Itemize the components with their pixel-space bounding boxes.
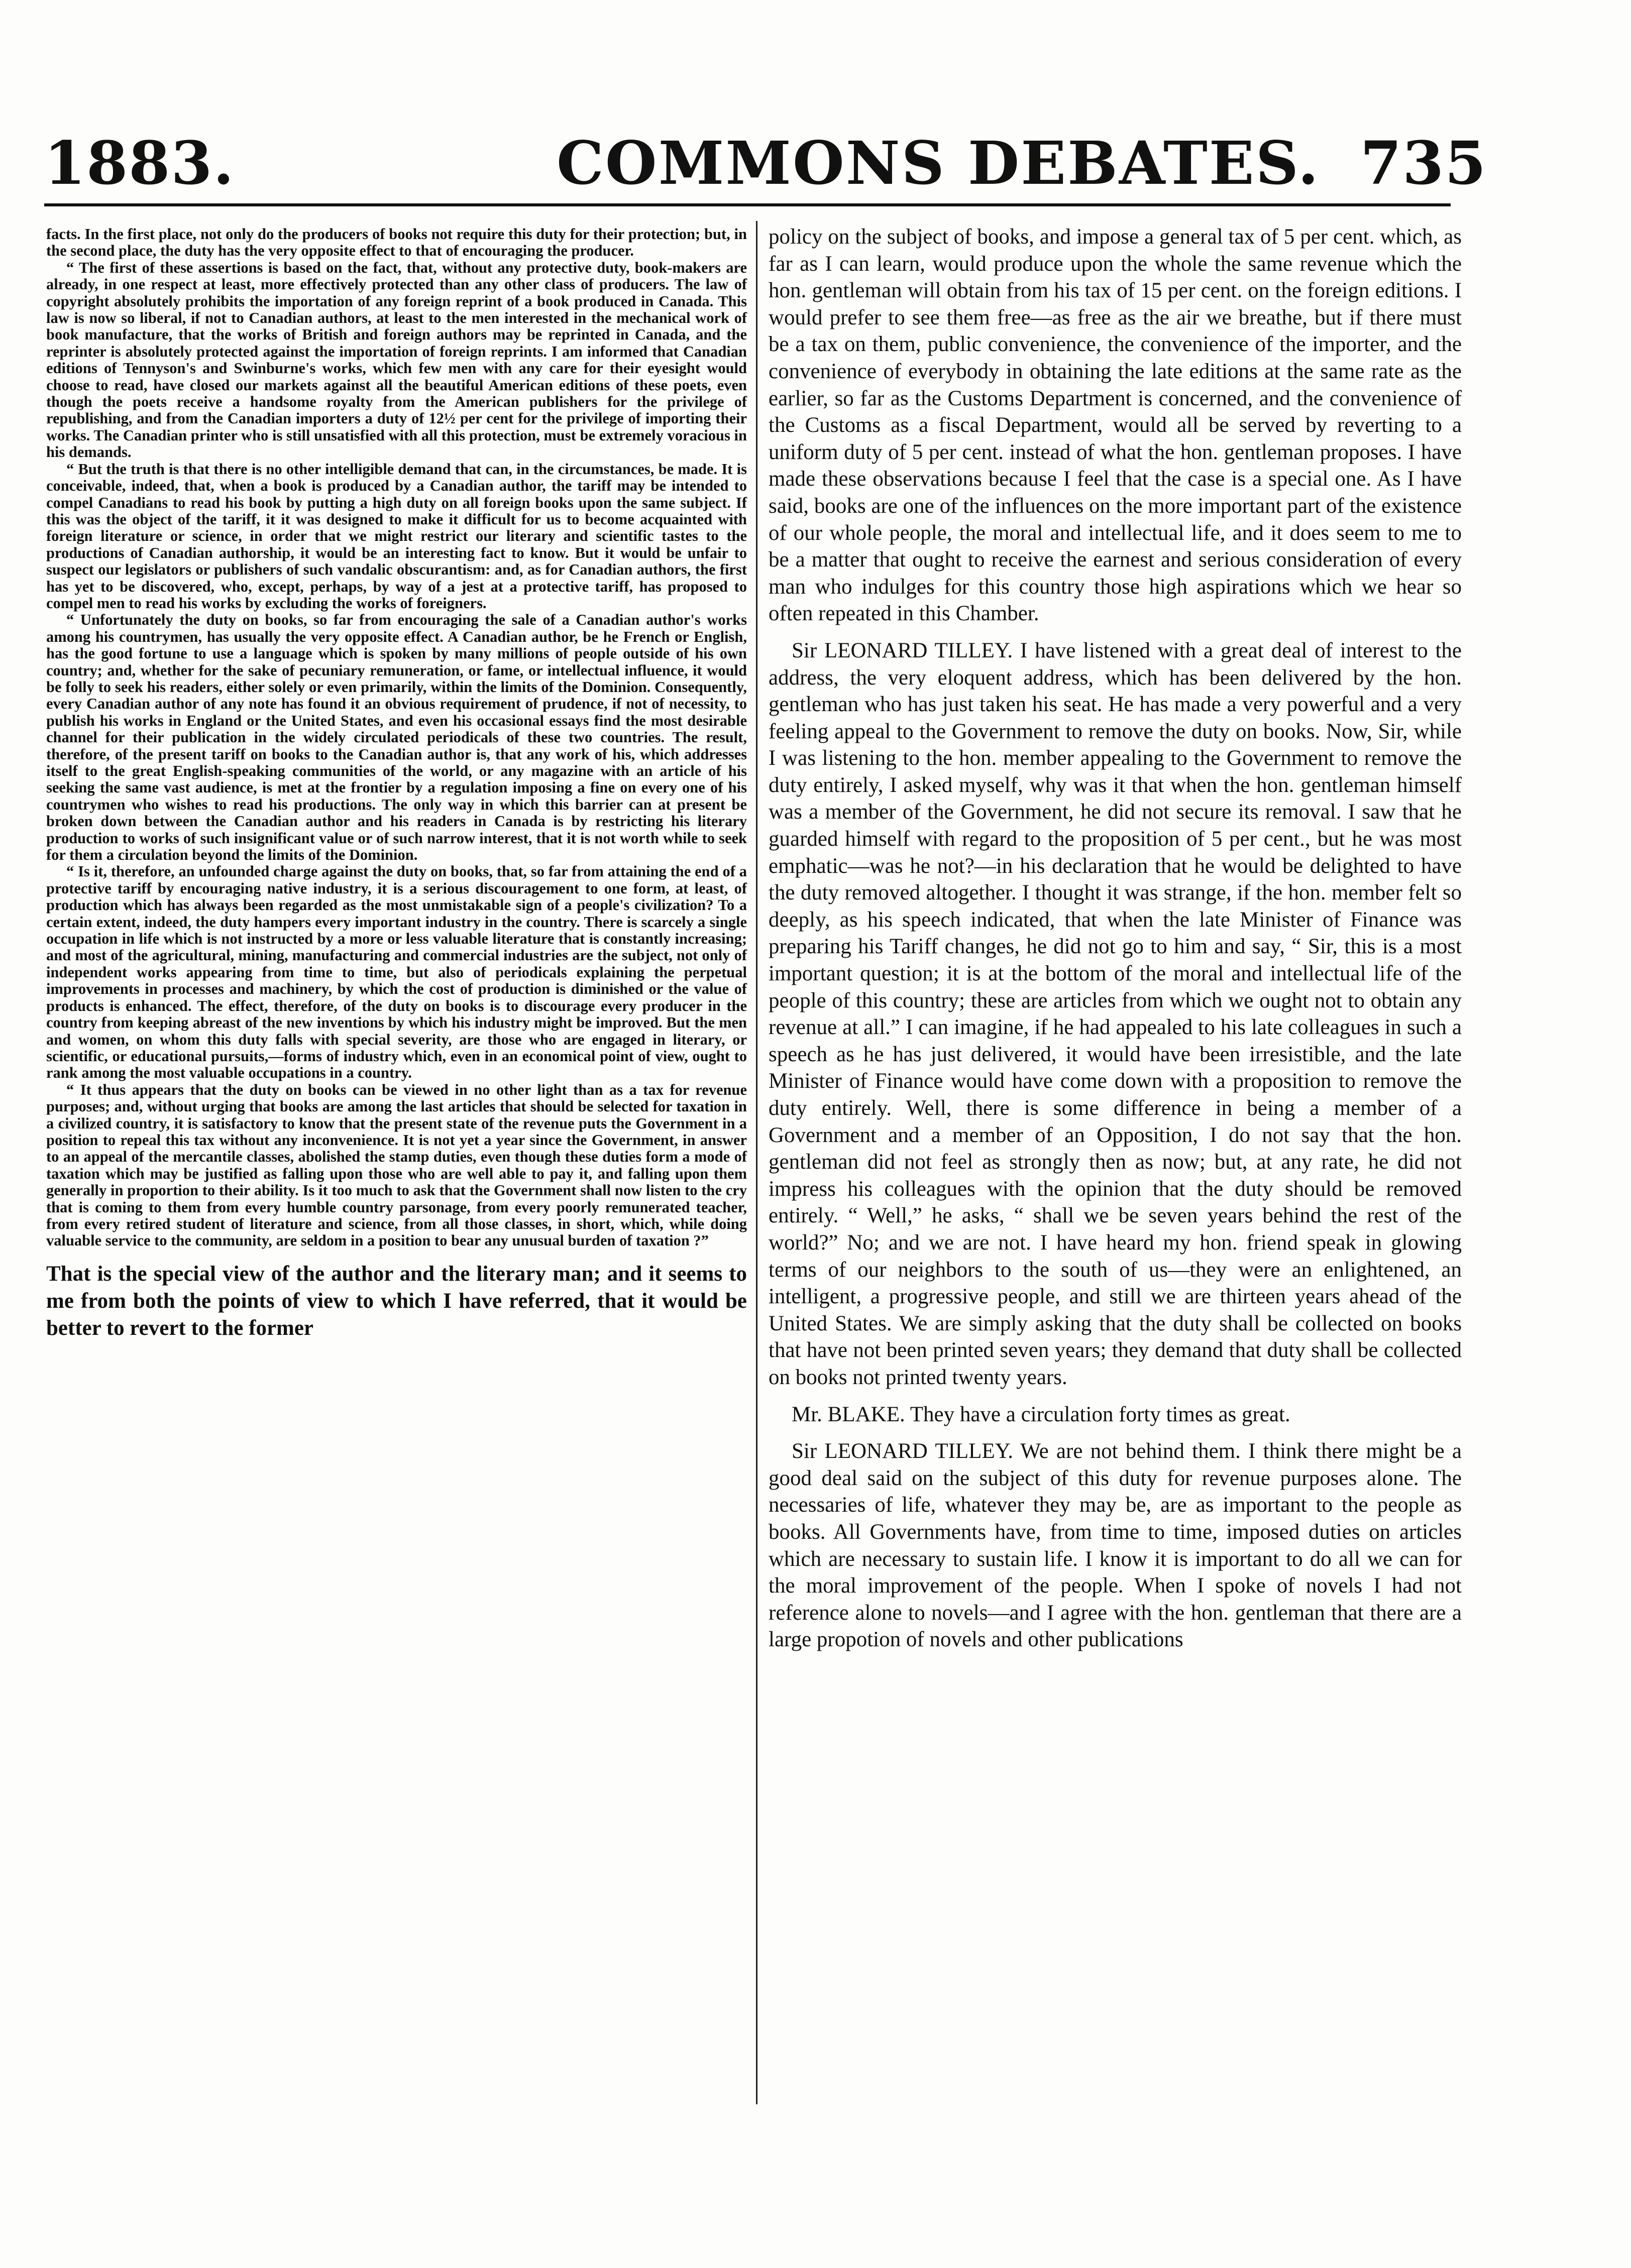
speech-paragraph: Mr. BLAKE. They have a circulation forty times as great. (792, 1402, 1290, 1426)
quoted-paragraph: “ Is it, therefore, an unfounded charge against the duty on books, that, so far from attaining the end of a protective tariff by encouraging native industry, it is a serious discouragement to one form, at least, of production which has always been regarded as the most unmistakable sign of a people's civilization? To a certain extent, indeed, the duty hampers every important industry in the country. There is scarcely a single occupation in life which is not instructed by a more or less valuable literature that is constantly increasing; and most of the agricultural, mining, manufacturing and commercial industries are the subject, not only of independent works appearing from time to time, but also of periodicals explaining the perpetual improvements in processes and machinery, by which the cost of production is diminished or the value of products is enhanced. The effect, therefore, of the duty on books is to discourage every producer in the country from keeping abreast of the new inventions by which his industry might be improved. But the men and women, on whom this duty falls with special severity, are those who are engaged in literary, or scientific, or educational pursuits,—forms of industry which, even in an economical point of view, ought to rank among the most valuable occupations in a country. (46, 863, 747, 1082)
quoted-paragraph: “ Unfortunately the duty on books, so far from encouraging the sale of a Canadian author's works among his countrymen, has usually the very opposite effect. A Canadian author, be he French or English, has the good fortune to use a language which is spoken by many millions of people outside of his own country; and, whether for the sake of pecuniary remuneration, or fame, or intellectual influence, it would be folly to seek his readers, either solely or even primarily, within the limits of the Dominion. Consequently, every Canadian author of any note has found it an obvious requirement of prudence, if not of necessity, to publish his works in England or the United States, and even his occasional essays find the most desirable channel for their publication in the widely circulated periodicals of these two countries. The result, therefore, of the present tariff on books to the Canadian author is, that any work of his, which addresses itself to the great English-speaking communities of the world, or any magazine with an article of his seeking the same vast audience, is met at the frontier by a regulation imposing a fine on every one of his countrymen who wishes to read his productions. The only way in which this barrier can at present be broken down between the Canadian author and his readers in Canada is by restricting his literary production to works of such insignificant value or of such narrow interest, that it is not worth while to seek for them a circulation beyond the limits of the Dominion. (46, 611, 747, 864)
quoted-paragraph: “ But the truth is that there is no other intelligible demand that can, in the circumstances, be made. It is conceivable, indeed, that, when a book is produced by a Canadian author, the tariff may be intended to compel Canadians to read his book by putting a high duty on all foreign books upon the same subject. If this was the object of the tariff, it it was designed to make it difficult for us to become acquainted with foreign literature or science, in order that we might restrict our literary and scientific tastes to the productions of Canadian authorship, it would be an interesting fact to know. But it would be unfair to suspect our legislators or publishers of such vandalic obscurantism: and, as for Canadian authors, the first has yet to be discovered, who, except, perhaps, by way of a jest at a protective tariff, has proposed to compel men to read his works by excluding the works of foreigners. (46, 460, 747, 612)
header-year: 1883. (44, 128, 235, 198)
header-title: COMMONS DEBATES. (557, 128, 1320, 198)
header-rule (44, 203, 1451, 206)
page-header (44, 128, 1487, 203)
header-page-number: 735 (1360, 128, 1487, 198)
quoted-paragraph: “ It thus appears that the duty on books can be viewed in no other light than as a tax for revenue purposes; and, without urging that books are among the last articles that should be selected for taxation in a civilized country, it is satisfactory to know that the present state of the revenue puts the Government in a position to repeal this tax without any inconvenience. It is not yet a year since the Government, in answer to an appeal of the mercantile classes, abolished the stamp duties, even though these duties form a mode of taxation which may be justified as falling upon those who are well able to pay it, and falling upon them generally in proportion to their ability. Is it too much to ask that the Government shall now listen to the cry that is coming to them from every humble country parsonage, from every poorly remunerated teacher, from every retired student of literature and science, from all those classes, in short, which, while doing valuable service to the community, are seldom in a position to bear any unusual burden of taxation ?” (46, 1081, 747, 1250)
left-column (46, 226, 747, 1342)
closing-paragraph: That is the special view of the author and the literary man; and it seems to me from both the points of view to which I have referred, that it would be better to revert to the former (46, 1262, 747, 1340)
speech-paragraph: Sir LEONARD TILLEY. I have listened with a great deal of interest to the address, the very eloquent address, which has been delivered by the hon. gentleman who has just taken his seat. He has made a very powerful and a very feeling appeal to the Government to remove the duty on books. Now, Sir, while I was listening to the hon. member appealing to the Government to remove the duty entirely, I asked myself, why was it that when the hon. gentleman himself was a member of the Government, he did not secure its removal. I saw that he guarded himself with regard to the proposition of 5 per cent., but he was most emphatic—was he not?—in his declaration that he would be delighted to have the duty removed altogether. I thought it was strange, if the hon. member felt so deeply, as his speech indicated, that when the late Minister of Finance was preparing his Tariff changes, he did not go to him and say, “ Sir, this is a most important question; it is at the bottom of the moral and intellectual life of the people of this country; these are articles from which we ought not to obtain any revenue at all.” I can imagine, if he had appealed to his late colleagues in such a speech as he has just delivered, it would have been irresistible, and the late Minister of Finance would have come down with a proposition to remove the duty entirely. Well, there is some difference in being a member of a Government and a member of an Opposition, I do not say that the hon. gentleman did not feel as strongly then as now; but, at any rate, he did not impress his colleagues with the opinion that the duty should be removed entirely. “ Well,” he asks, “ shall we be seven years behind the rest of the world?” No; and we are not. I have heard my hon. friend speak in glowing terms of our neighbors to the south of us—they were an enlightened, an intelligent, a progressive people, and still we are thirteen years ahead of the United States. We are simply asking that the duty shall be collected on books that have not been printed seven years; they demand that duty shall be collected on books not printed twenty years. (769, 638, 1462, 1389)
right-column (769, 223, 1462, 1653)
column-divider (756, 221, 757, 2104)
speech-paragraph: policy on the subject of books, and impose a general tax of 5 per cent. which, as far as I can learn, would produce upon the whole the same revenue which the hon. gentleman will obtain from his tax of 15 per cent. on the foreign editions. I would prefer to see them free—as free as the air we breathe, but if there must be a tax on them, public convenience, the convenience of the importer, and the convenience of everybody in obtaining the late editions at the same rate as the earlier, so far as the Customs Department is concerned, and the convenience of the Customs as a fiscal Department, would all be served by reverting to a uniform duty of 5 per cent. instead of what the hon. gentleman proposes. I have made these observations because I feel that the case is a special one. As I have said, books are one of the influences on the more important part of the existence of our whole people, the moral and intellectual life, and it does seem to me to be a matter that ought to receive the earnest and serious consideration of every man who indulges for this country those high aspirations which we hear so often repeated in this Chamber. (769, 225, 1462, 626)
speech-paragraph: Sir LEONARD TILLEY. We are not behind them. I think there might be a good deal said on the subject of this duty for revenue purposes alone. The necessaries of life, whatever they may be, are as important to the people as books. All Governments have, from time to time, imposed duties on articles which are necessary to sustain life. I know it is important to do all we can for the moral improvement of the people. When I spoke of novels I had not reference alone to novels—and I agree with the hon. gentleman that there are a large propotion of novels and other publications (769, 1439, 1462, 1652)
quoted-paragraph: “ The first of these assertions is based on the fact, that, without any protective duty, book-makers are already, in one respect at least, more effectively protected than any other class of producers. The law of copyright absolutely prohibits the importation of any foreign reprint of a book produced in Canada. This law is now so liberal, if not to Canadian authors, at least to the men interested in the mechanical work of book manufacture, that the works of British and foreign authors may be reprinted in Canada, and the reprinter is absolutely protected against the importation of foreign reprints. I am informed that Canadian editions of Tennyson's and Swinburne's works, which few men with any care for their eyesight would choose to read, have closed our markets against all the beautiful American editions of these poets, even though the poets receive a handsome royalty from the American publishers for the privilege of republishing, and from the Canadian importers a duty of 12½ per cent for the privilege of importing their works. The Canadian printer who is still unsatisfied with all this protection, must be extremely voracious in his demands. (46, 259, 747, 461)
quoted-paragraph: facts. In the first place, not only do the producers of books not require this duty for their protection; but, in the second place, the duty has the very opposite effect to that of encouraging the producer. (46, 225, 747, 260)
